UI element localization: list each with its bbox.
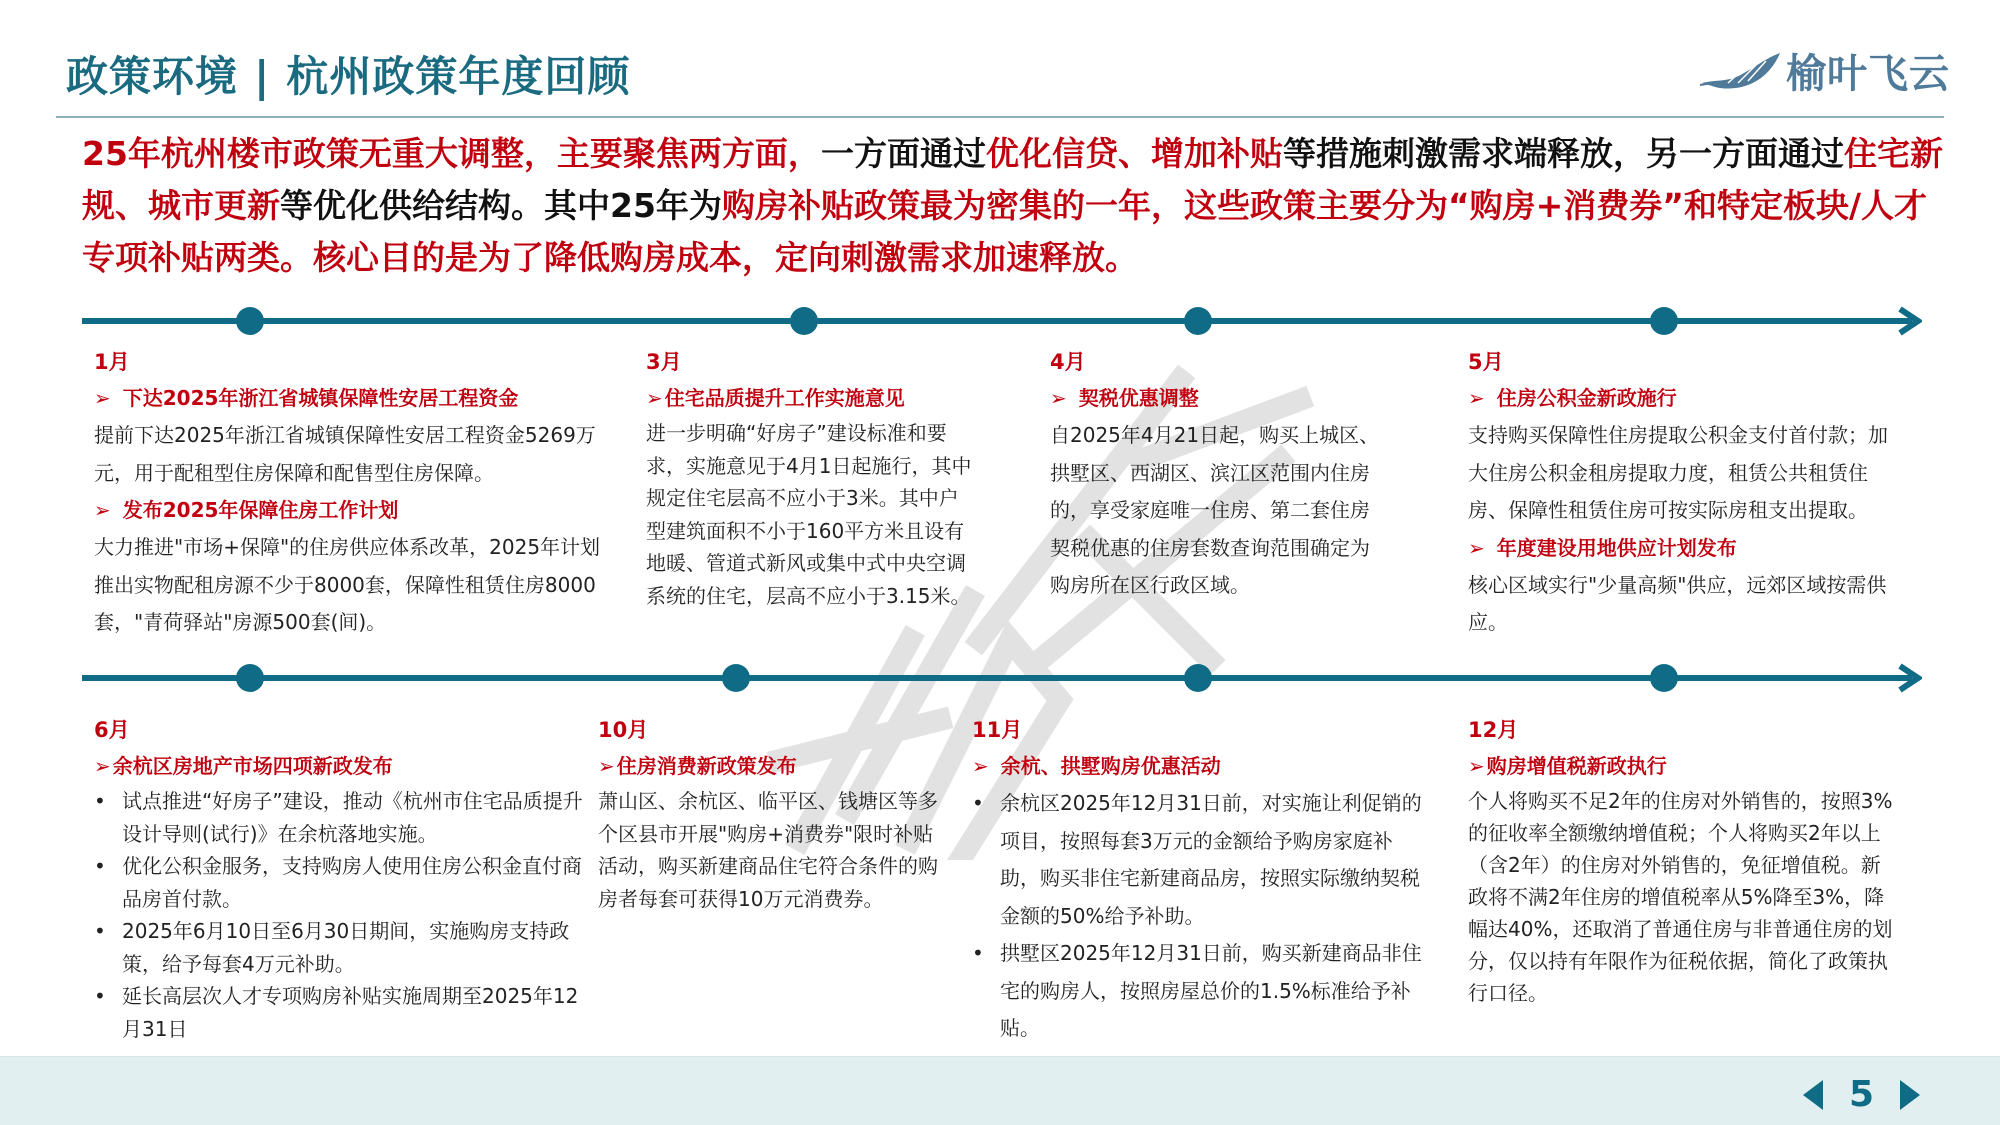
summary-paragraph bbox=[82, 128, 1950, 284]
list-item: • 延长高层次人才专项购房补贴实施周期至2025年12月31日 bbox=[94, 980, 584, 1045]
event-heading bbox=[94, 380, 614, 417]
summary-segment: 一方面通过 bbox=[820, 134, 986, 173]
page-number: 5 bbox=[1848, 1074, 1874, 1115]
event-heading bbox=[1468, 530, 1898, 567]
timeline-dot-mar bbox=[790, 307, 818, 335]
feather-icon bbox=[1698, 49, 1782, 93]
timeline-dot-jan bbox=[236, 307, 264, 335]
arrow-right-icon bbox=[1892, 306, 1922, 336]
event-nov bbox=[972, 712, 1422, 1048]
event-heading-text: 契税优惠调整 bbox=[1078, 386, 1199, 410]
event-heading bbox=[94, 492, 614, 529]
event-heading bbox=[972, 748, 1422, 785]
pagination bbox=[1803, 1074, 1920, 1115]
arrow-right-icon bbox=[1892, 663, 1922, 693]
arrow-bullet-icon: ➢ bbox=[94, 754, 111, 778]
event-dec bbox=[1468, 712, 1898, 1009]
arrow-bullet-icon: ➢ bbox=[1468, 386, 1485, 410]
arrow-bullet-icon: ➢ bbox=[94, 498, 111, 522]
event-body: 进一步明确“好房子”建设标准和要求，实施意见于4月1日起施行，其中规定住宅层高不应小于3米。其中户型建筑面积不小于160平方米且设有地暖、管道式新风或集中式中央空调系统的住宅，层高不应小于3.15米。 bbox=[646, 421, 972, 608]
event-body: 萧山区、余杭区、临平区、钱塘区等多个区县市开展"购房+消费券"限时补贴活动，购买新建商品住宅符合条件的购房者每套可获得10万元消费券。 bbox=[598, 789, 938, 911]
event-mar bbox=[646, 344, 976, 612]
footer-bar bbox=[0, 1056, 2000, 1125]
event-body: 核心区域实行"少量高频"供应，远郊区域按需供应。 bbox=[1468, 572, 1887, 634]
arrow-bullet-icon: ➢ bbox=[1468, 754, 1485, 778]
event-heading bbox=[598, 748, 938, 785]
title-divider bbox=[56, 116, 1944, 118]
summary-segment: 优化信贷、增加补贴 bbox=[985, 134, 1283, 173]
event-heading-text: 住房公积金新政施行 bbox=[1496, 386, 1677, 410]
event-body: 自2025年4月21日起，购买上城区、拱墅区、西湖区、滨江区范围内住房的，享受家庭唯一住房、第二套住房契税优惠的住房套数查询范围确定为购房所在区行政区域。 bbox=[1050, 423, 1380, 597]
event-heading-text: 余杭区房地产市场四项新政发布 bbox=[112, 754, 393, 778]
list-item: • 优化公积金服务，支持购房人使用住房公积金直付商品房首付款。 bbox=[94, 850, 584, 915]
event-heading bbox=[1468, 748, 1898, 785]
event-jan bbox=[94, 344, 614, 642]
event-apr bbox=[1050, 344, 1380, 605]
timeline-dot-nov bbox=[1184, 664, 1212, 692]
arrow-bullet-icon: ➢ bbox=[972, 754, 989, 778]
event-month: 6月 bbox=[94, 718, 130, 742]
summary-segment: 购房补贴政策最为密集的一年，这些政策主要分为“购房+消费券”和特定板块/人才专项补贴两类。核心目的是为了降低购房成本，定向刺激需求加速释放。 bbox=[82, 186, 1928, 277]
arrow-bullet-icon: ➢ bbox=[598, 754, 615, 778]
event-heading bbox=[646, 380, 976, 417]
event-body: 个人将购买不足2年的住房对外销售的，按照3%的征收率全额缴纳增值税；个人将购买2年以上（含2年）的住房对外销售的，免征增值税。新政将不满2年住房的增值税率从5%降至3%，降幅达40%，还取消了普通住房与非普通住房的划分，仅以持有年限作为征税依据，简化了政策执行口径。 bbox=[1468, 789, 1893, 1005]
event-month: 11月 bbox=[972, 718, 1023, 742]
page-subtitle: 杭州政策年度回顾 bbox=[286, 52, 631, 101]
timeline-bottom bbox=[82, 663, 1922, 693]
arrow-bullet-icon: ➢ bbox=[1050, 386, 1067, 410]
list-item: • 试点推进“好房子”建设，推动《杭州市住宅品质提升设计导则(试行)》在余杭落地实施。 bbox=[94, 785, 584, 850]
brand-logo bbox=[1698, 42, 1950, 99]
event-bullet-list bbox=[94, 785, 584, 1045]
event-heading-text: 住宅品质提升工作实施意见 bbox=[664, 386, 905, 410]
timeline-line bbox=[82, 675, 1912, 681]
event-heading-text: 年度建设用地供应计划发布 bbox=[1496, 535, 1737, 560]
event-heading bbox=[1468, 380, 1898, 417]
event-heading bbox=[1050, 380, 1380, 417]
timeline-dot-dec bbox=[1650, 664, 1678, 692]
timeline-dot-may bbox=[1650, 307, 1678, 335]
arrow-bullet-icon: ➢ bbox=[1468, 535, 1485, 560]
event-heading-text: 住房消费新政策发布 bbox=[616, 754, 797, 778]
event-bullet-list bbox=[972, 785, 1422, 1048]
list-item: • 余杭区2025年12月31日前，对实施让利促销的项目，按照每套3万元的金额给予购房家庭补助，购买非住宅新建商品房，按照实际缴纳契税金额的50%给予补助。 bbox=[972, 785, 1422, 935]
timeline-dot-jun bbox=[236, 664, 264, 692]
event-month: 3月 bbox=[646, 350, 682, 374]
event-heading-text: 购房增值税新政执行 bbox=[1486, 754, 1667, 778]
event-heading-text: 发布2025年保障住房工作计划 bbox=[122, 498, 399, 522]
event-month: 10月 bbox=[598, 718, 649, 742]
logo-text: 榆叶飞云 bbox=[1786, 51, 1950, 97]
event-oct bbox=[598, 712, 938, 915]
timeline-line bbox=[82, 318, 1912, 324]
event-body: 支持购买保障性住房提取公积金支付首付款；加大住房公积金租房提取力度，租赁公共租赁住房、保障性租赁住房可按实际房租支出提取。 bbox=[1468, 423, 1888, 522]
event-may bbox=[1468, 344, 1898, 642]
summary-segment: 等优化供给结构。其中25年为 bbox=[280, 186, 722, 225]
title-separator: | bbox=[254, 52, 271, 101]
summary-segment: 住宅新规、城市更新 bbox=[82, 134, 1943, 225]
page-title bbox=[66, 44, 630, 104]
event-heading-text: 下达2025年浙江省城镇保障性安居工程资金 bbox=[122, 386, 519, 410]
next-page-icon[interactable] bbox=[1900, 1080, 1920, 1110]
section-label: 政策环境 bbox=[66, 52, 239, 101]
event-body: 提前下达2025年浙江省城镇保障性安居工程资金5269万元，用于配租型住房保障和配售型住房保障。 bbox=[94, 423, 596, 485]
summary-segment: 等措施刺激需求端释放，另一方面通过 bbox=[1282, 134, 1844, 173]
event-month: 12月 bbox=[1468, 718, 1519, 742]
prev-page-icon[interactable] bbox=[1803, 1080, 1823, 1110]
event-body: 大力推进"市场+保障"的住房供应体系改革，2025年计划推出实物配租房源不少于8000套，保障性租赁住房8000套，"青荷驿站"房源500套(间)。 bbox=[94, 535, 601, 634]
event-heading-text: 余杭、拱墅购房优惠活动 bbox=[1000, 754, 1221, 778]
timeline-dot-apr bbox=[1184, 307, 1212, 335]
timeline-dot-oct bbox=[722, 664, 750, 692]
timeline-top bbox=[82, 306, 1922, 336]
list-item: • 拱墅区2025年12月31日前，购买新建商品非住宅的购房人，按照房屋总价的1.5%标准给予补贴。 bbox=[972, 935, 1422, 1048]
arrow-bullet-icon: ➢ bbox=[94, 386, 111, 410]
event-month: 5月 bbox=[1468, 350, 1504, 374]
summary-segment: 25年杭州楼市政策无重大调整，主要聚焦两方面， bbox=[82, 134, 821, 173]
event-month: 1月 bbox=[94, 350, 130, 374]
arrow-bullet-icon: ➢ bbox=[646, 386, 663, 410]
event-jun bbox=[94, 712, 584, 1045]
event-month: 4月 bbox=[1050, 350, 1086, 374]
list-item: • 2025年6月10日至6月30日期间，实施购房支持政策，给予每套4万元补助。 bbox=[94, 915, 584, 980]
event-heading bbox=[94, 748, 584, 785]
